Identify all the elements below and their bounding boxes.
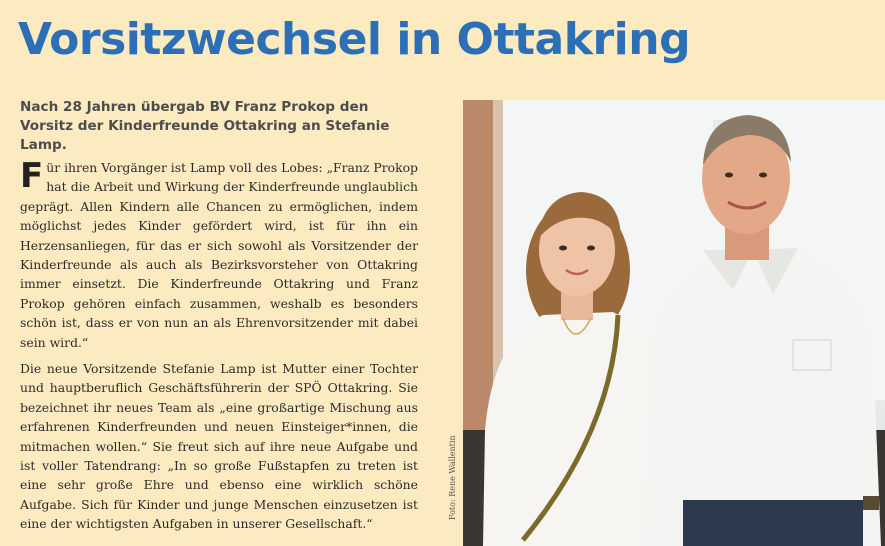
article-title: Vorsitzwechsel in Ottakring: [18, 14, 691, 65]
paragraph-2: Die neue Vorsitzende Stefanie Lamp ist Mutter einer Tochter und hauptberuflich Geschäftsführerin der SPÖ Ottakring. Sie bezeichnet ihr neues Team als „eine großartige Mischung aus erfahrenen Kinderfreunden und neuen Einsteiger*innen, die mitmachen wollen.“ Sie freut sich auf ihre neue Aufgabe und ist voller Tatendrang: „In so große Fußstapfen zu treten ist eine sehr große Ehre und ebenso eine wirklich schöne Aufgabe. Sich für Kinder und junge Menschen einzusetzen ist eine der wichtigsten Aufgaben in unserer Gesellschaft.“: [20, 361, 418, 532]
article-lead: Nach 28 Jahren übergab BV Franz Prokop den Vorsitz der Kinderfreunde Ottakring an Stefanie Lamp.: [20, 99, 390, 153]
paragraph-1: [20, 158, 418, 352]
photo-woman-shirt: [483, 312, 668, 546]
photo-credit: Foto: Rene Wallentin: [448, 435, 457, 520]
drop-cap: F: [20, 156, 44, 196]
article-photo: [463, 100, 885, 546]
photo-illustration: [463, 100, 885, 546]
paragraph-1-text: ür ihren Vorgänger ist Lamp voll des Lobes: „Franz Prokop hat die Arbeit und Wirkung der Kinderfreunde unglaublich geprägt. Allen Kindern alle Chancen zu ermöglichen, indem möglichst jedes Kinder gefördert wird, ist für ihn ein Herzensanliegen, für das er sich sowohl als Vorsitzender der Kinderfreunde als auch als Bezirksvorsteher von Ottakring immer einsetzt. Die Kinderfreunde Ottakring und Franz Prokop gehören einfach zusammen, weshalb es besonders schön ist, dass er von nun an als Ehrenvorsitzender mit dabei sein wird.“: [20, 160, 418, 350]
